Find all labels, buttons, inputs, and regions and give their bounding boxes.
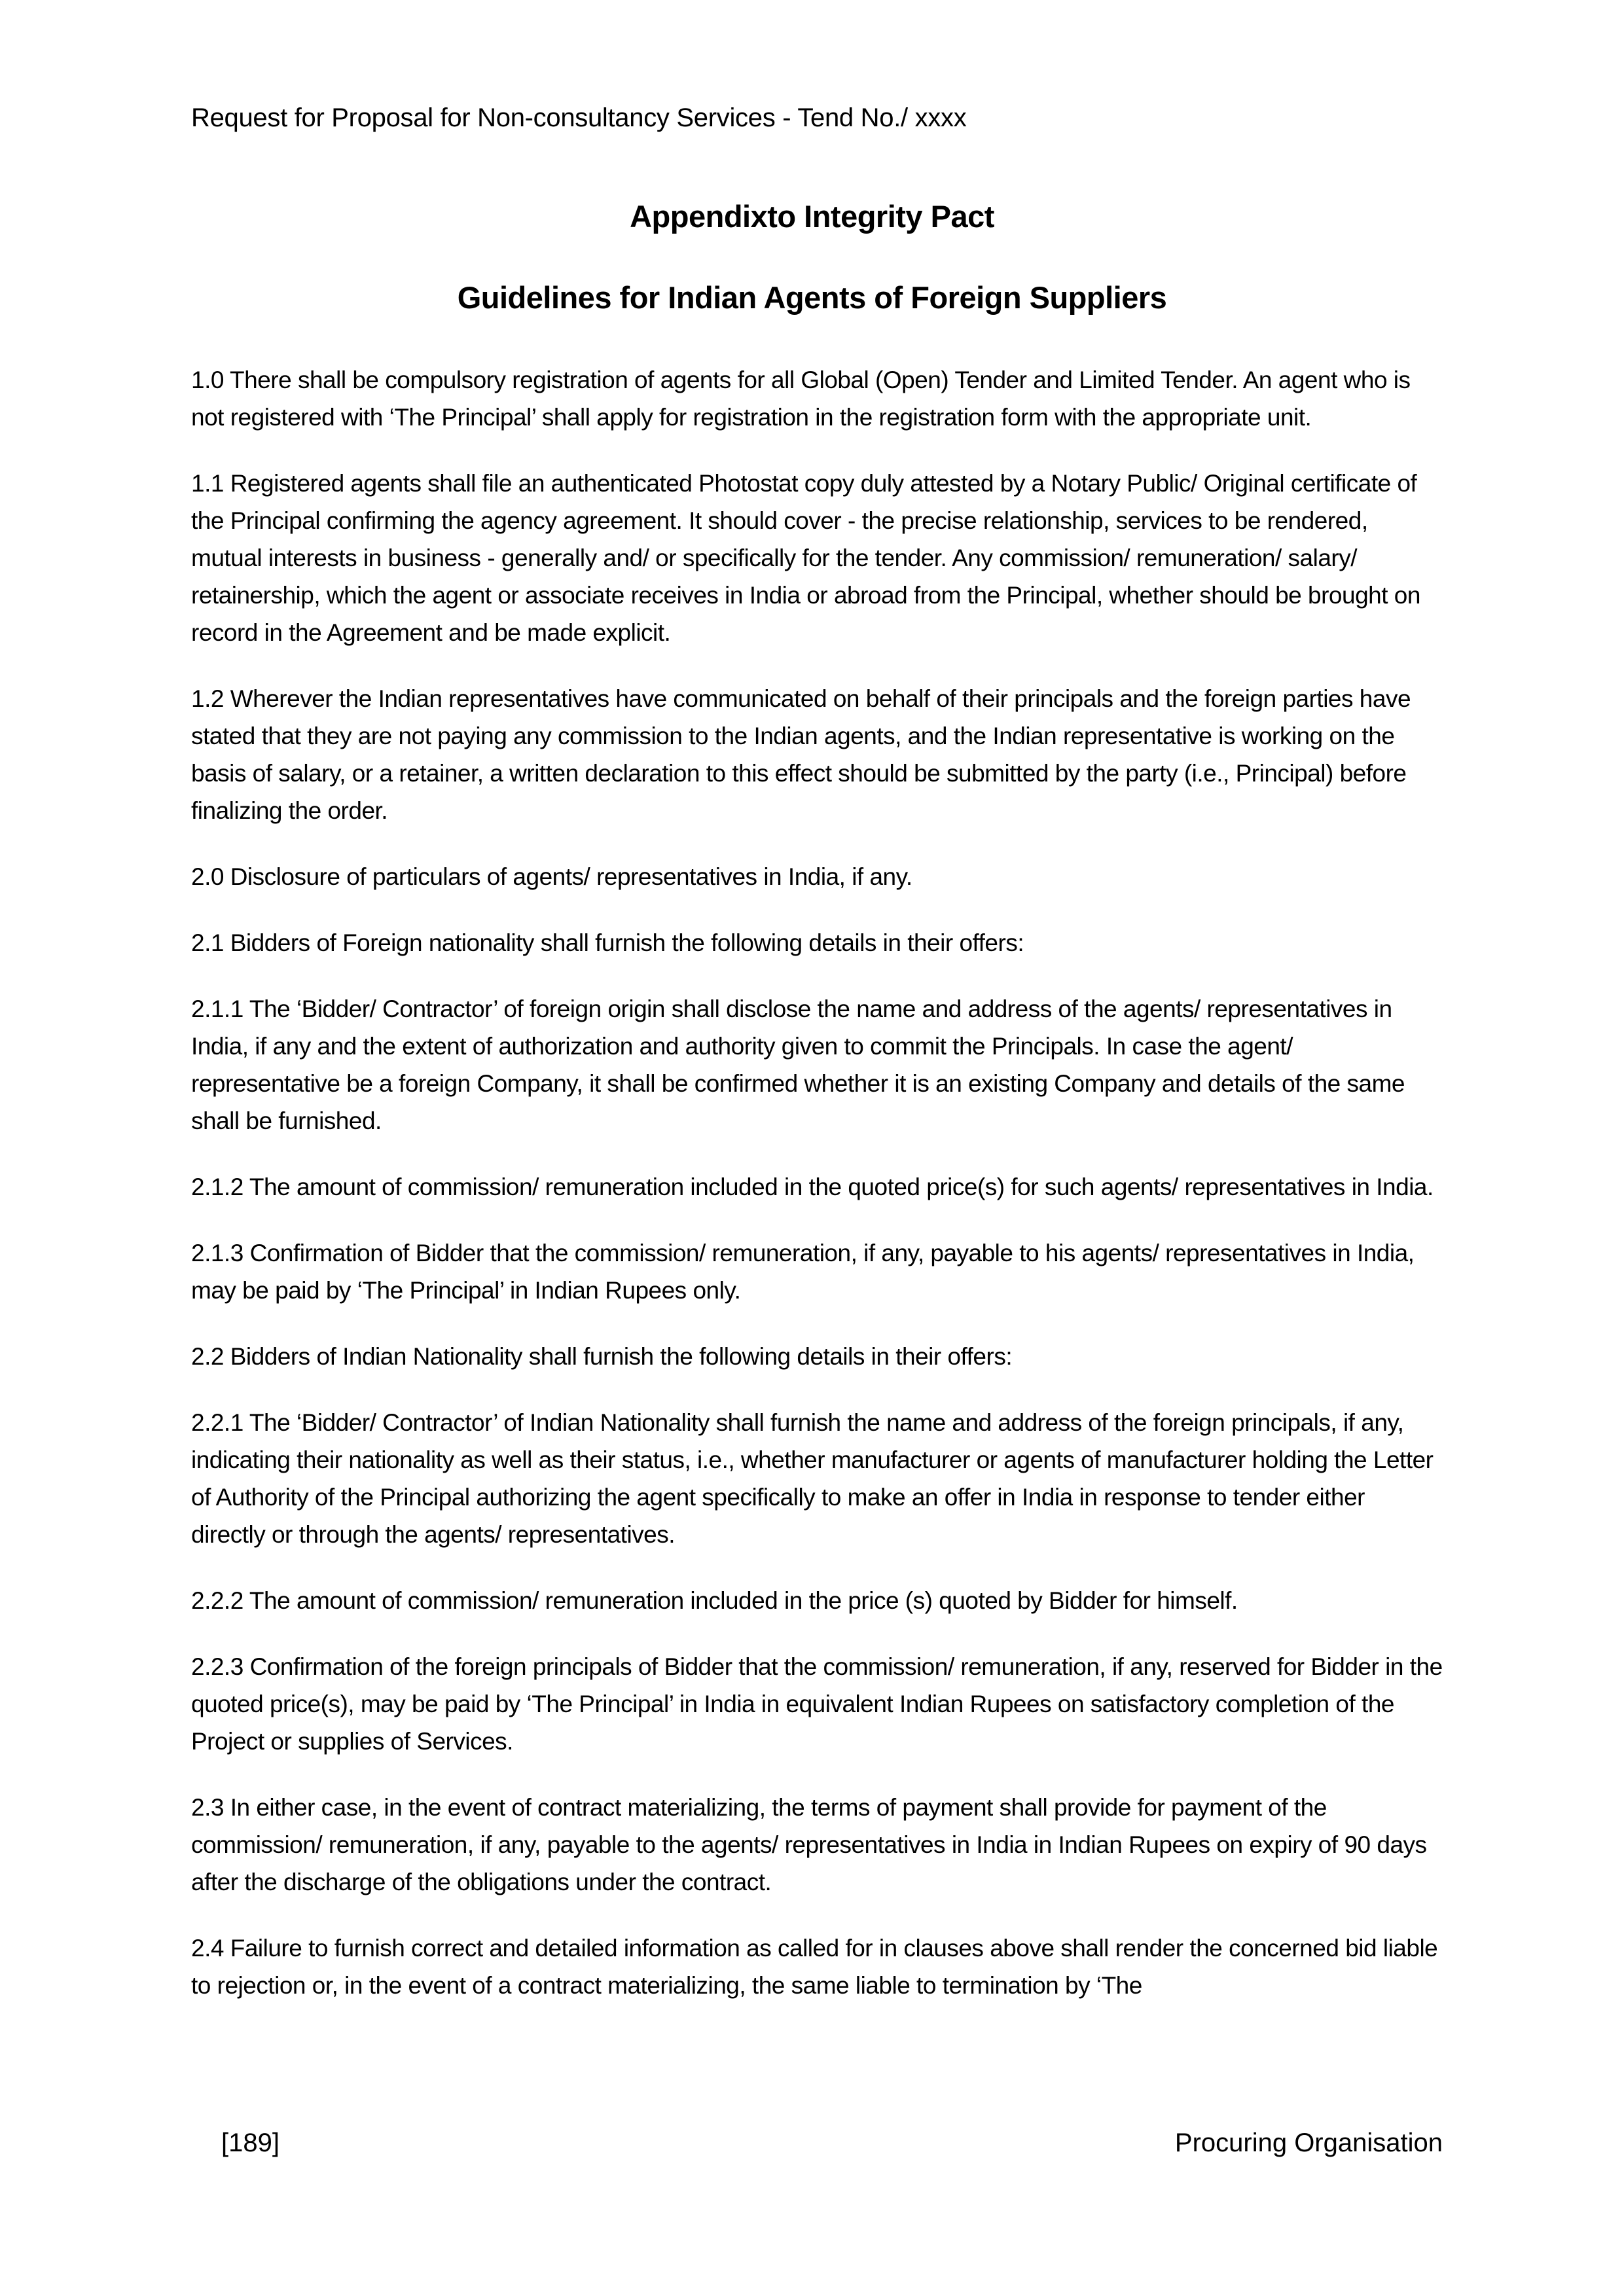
page-number: [189] bbox=[221, 2128, 280, 2157]
footer-organisation: Procuring Organisation bbox=[1174, 2128, 1443, 2157]
paragraph-1-1: 1.1 Registered agents shall file an authenticated Photostat copy duly attested by a Notary Public/ Original certificate of the Principal confirming the agency agreement. It should cover - the precise relationship, services to be rendered, mutual interests in business - generally and/ or specifically for the tender. Any commission/ remuneration/ salary/ retainership, which the agent or associate receives in India or abroad from the Principal, whether should be brought on record in the Agreement and be made explicit. bbox=[191, 470, 1420, 646]
paragraph-2-1-1: 2.1.1 The ‘Bidder/ Contractor’ of foreign origin shall disclose the name and address of the agents/ representatives in India, if any and the extent of authorization and authority given to commit the Principals. In case the agent/ representative be a foreign Company, it shall be confirmed whether it is an existing Company and details of the same shall be furnished. bbox=[191, 996, 1405, 1134]
paragraph-2-3: 2.3 In either case, in the event of contract materializing, the terms of payment shall provide for payment of the commission/ remuneration, if any, payable to the agents/ representatives in India in Indian Rupees on expiry of 90 days after the discharge of the obligations under the contract. bbox=[191, 1794, 1427, 1895]
paragraph-2-1-3: 2.1.3 Confirmation of Bidder that the commission/ remuneration, if any, payable to his agents/ representatives in India, may be paid by ‘The Principal’ in Indian Rupees only. bbox=[191, 1240, 1415, 1304]
paragraph-1-0: 1.0 There shall be compulsory registration of agents for all Global (Open) Tender and Limited Tender. An agent who is not registered with ‘The Principal’ shall apply for registration in the registration form with the appropriate unit. bbox=[191, 367, 1411, 431]
paragraph-2-2-3: 2.2.3 Confirmation of the foreign principals of Bidder that the commission/ remuneration, if any, reserved for Bidder in the quoted price(s), may be paid by ‘The Principal’ in India in equivalent Indian Rupees on satisfactory completion of the Project or supplies of Services. bbox=[191, 1653, 1443, 1755]
paragraph-2-1: 2.1 Bidders of Foreign nationality shall furnish the following details in their offers: bbox=[191, 929, 1024, 956]
page-footer bbox=[191, 2127, 1443, 2159]
paragraph-2-2: 2.2 Bidders of Indian Nationality shall furnish the following details in their offers: bbox=[191, 1343, 1013, 1370]
document-body bbox=[191, 361, 1443, 2033]
paragraph-2-1-2: 2.1.2 The amount of commission/ remuneration included in the quoted price(s) for such agents/ representatives in India. bbox=[191, 1174, 1434, 1200]
paragraph-2-4: 2.4 Failure to furnish correct and detailed information as called for in clauses above shall render the concerned bid liable to rejection or, in the event of a contract materializing, the same liable to termination by ‘The bbox=[191, 1935, 1438, 1999]
paragraph-2-2-2: 2.2.2 The amount of commission/ remuneration included in the price (s) quoted by Bidder for himself. bbox=[191, 1587, 1238, 1614]
paragraph-1-2: 1.2 Wherever the Indian representatives have communicated on behalf of their principals and the foreign parties have stated that they are not paying any commission to the Indian agents, and the Indian representative is working on the basis of salary, or a retainer, a written declaration to this effect should be submitted by the party (i.e., Principal) before finalizing the order. bbox=[191, 685, 1411, 824]
page-title: Appendixto Integrity Pact bbox=[630, 199, 994, 234]
page-subtitle: Guidelines for Indian Agents of Foreign Suppliers bbox=[457, 280, 1167, 315]
page-header: Request for Proposal for Non-consultancy Services - Tend No./ xxxx bbox=[191, 103, 967, 132]
paragraph-2-0: 2.0 Disclosure of particulars of agents/ representatives in India, if any. bbox=[191, 863, 912, 890]
paragraph-2-2-1: 2.2.1 The ‘Bidder/ Contractor’ of Indian Nationality shall furnish the name and address of the foreign principals, if any, indicating their nationality as well as their status, i.e., whether manufacturer or agents of manufacturer holding the Letter of Authority of the Principal authorizing the agent specifically to make an offer in India in response to tender either directly or through the agents/ representatives. bbox=[191, 1409, 1434, 1548]
